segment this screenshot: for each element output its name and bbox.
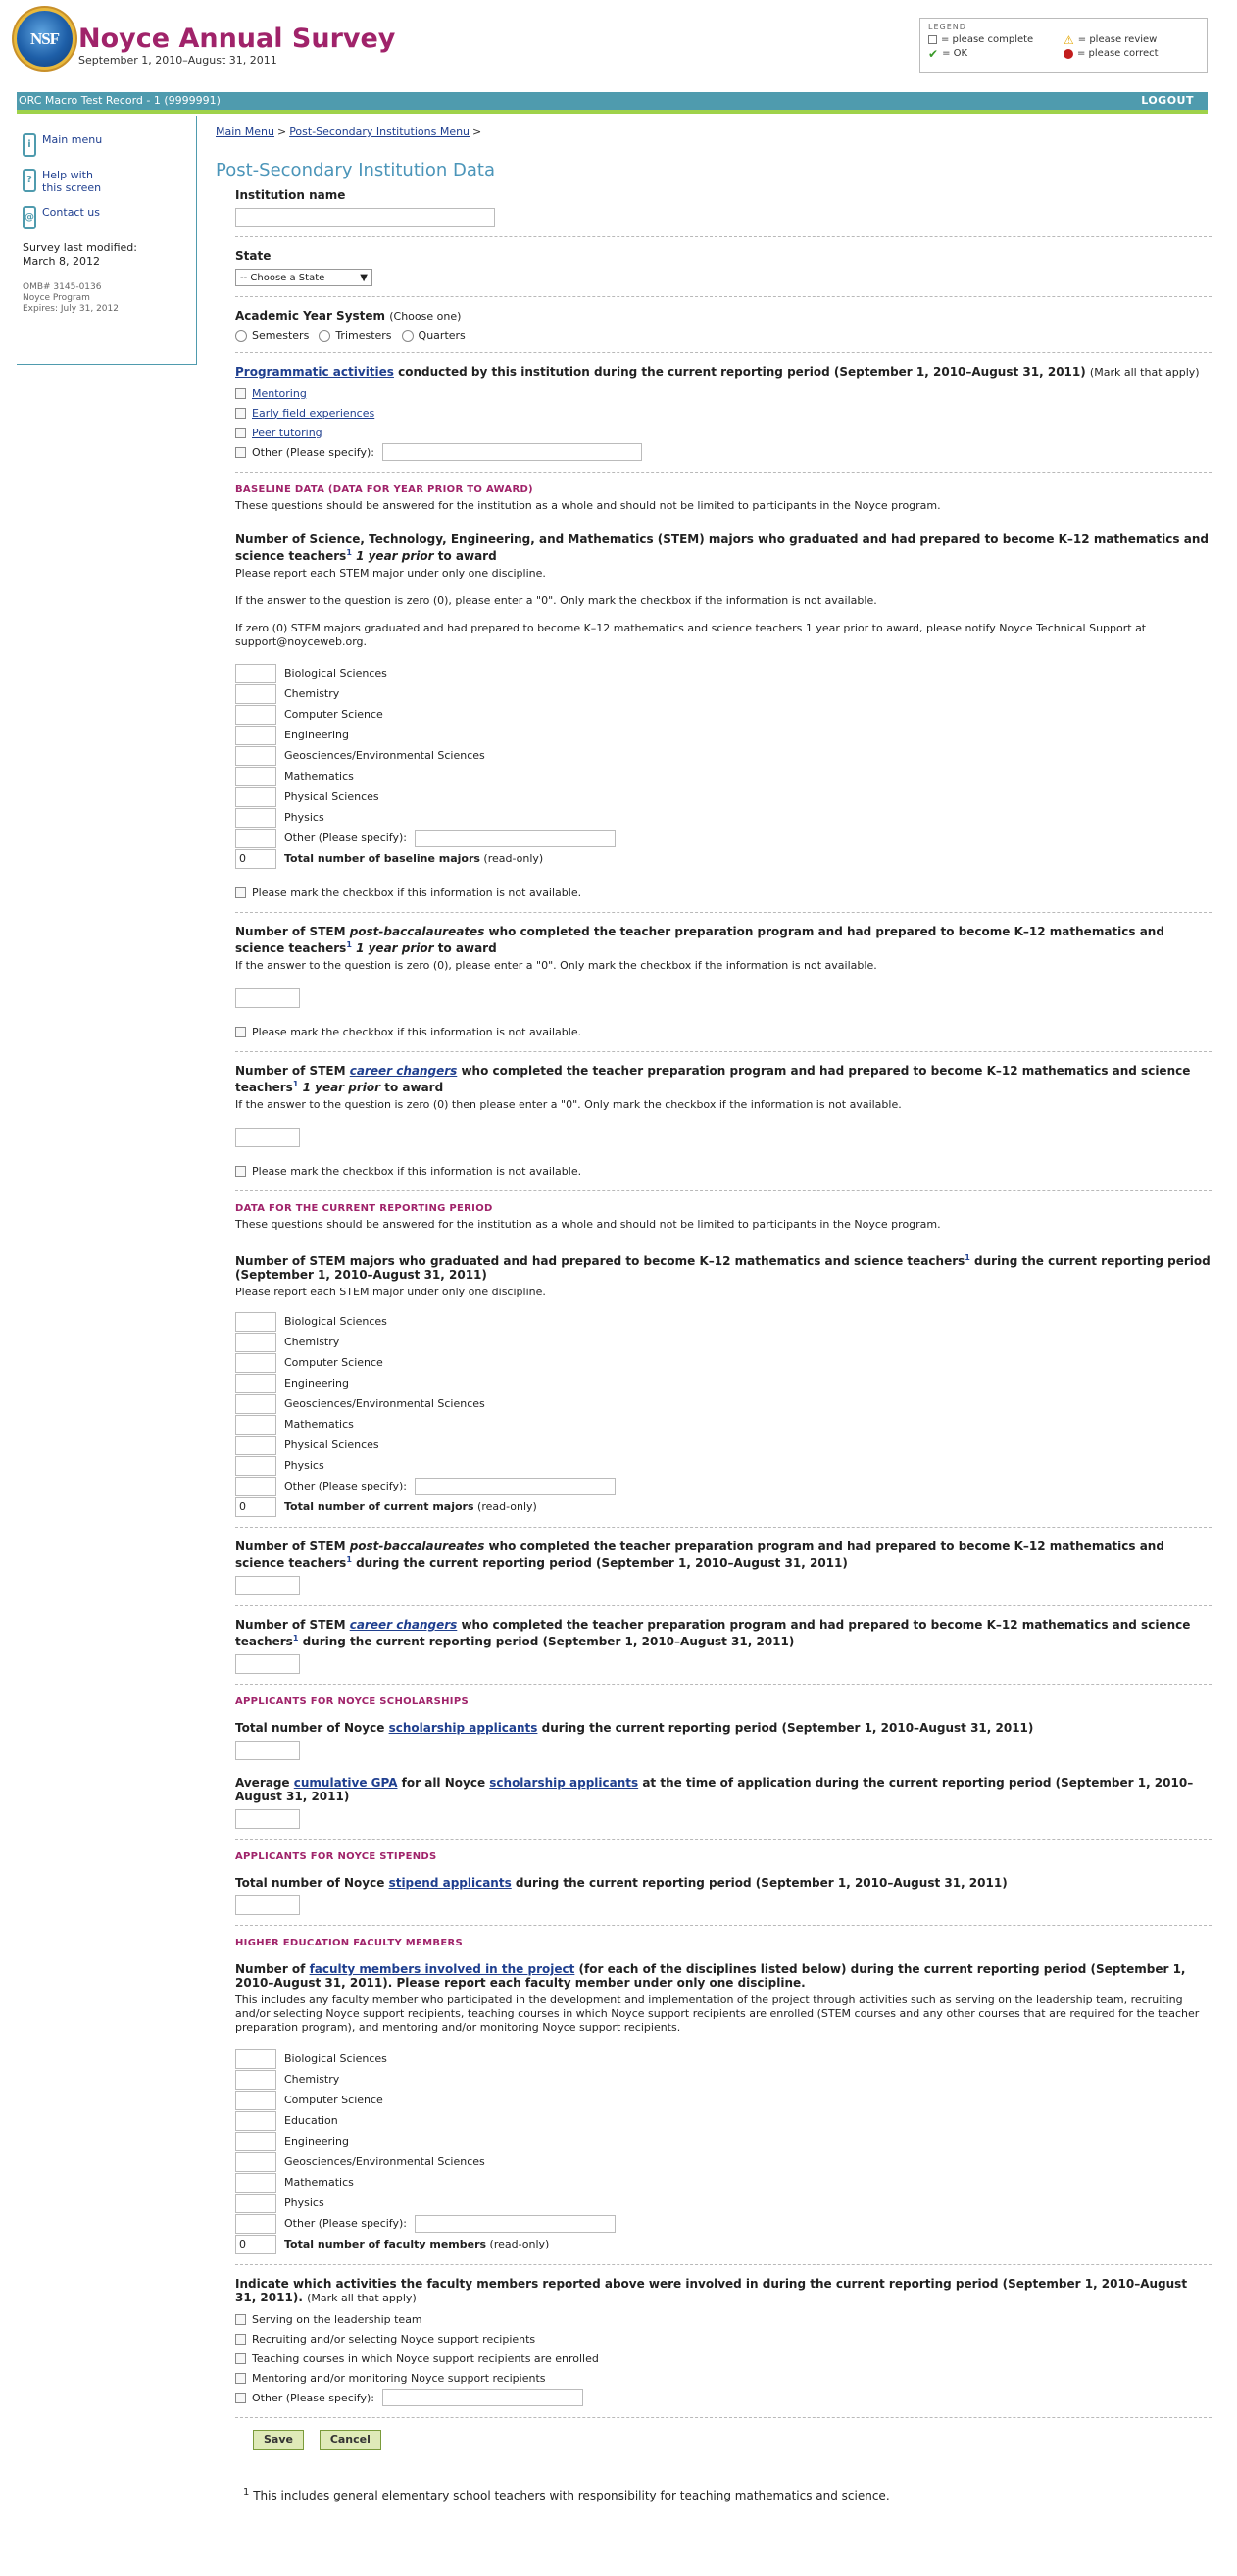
contact-label[interactable]: Contact us xyxy=(42,206,100,219)
stipends-header: APPLICANTS FOR NOYCE STIPENDS xyxy=(235,1851,437,1862)
faculty-math-input[interactable] xyxy=(235,2173,276,2193)
current-other-label: Other (Please specify): xyxy=(284,1480,407,1492)
baseline-postbacc-input[interactable] xyxy=(235,988,300,1008)
expires-date: Expires: July 31, 2012 xyxy=(23,304,119,314)
current-other-input[interactable] xyxy=(235,1477,276,1496)
current-geo-label: Geosciences/Environmental Sciences xyxy=(284,1397,485,1410)
current-math-input[interactable] xyxy=(235,1415,276,1435)
leadership-label: Serving on the leadership team xyxy=(252,2312,422,2326)
career-year: 1 year prior xyxy=(302,1081,381,1094)
footnote xyxy=(243,2487,1212,2502)
survey-dates: September 1, 2010–August 31, 2011 xyxy=(78,54,277,67)
record-label: ORC Macro Test Record - 1 (9999991) xyxy=(19,94,221,107)
career-end: to award xyxy=(380,1081,444,1094)
main-content xyxy=(216,126,1215,2502)
baseline-career-input[interactable] xyxy=(235,1128,300,1147)
footnote-ref[interactable]: 1 xyxy=(346,548,352,557)
postbacc-year: 1 year prior xyxy=(356,941,434,955)
page-header xyxy=(0,0,1237,90)
current-other-specify[interactable] xyxy=(415,1478,616,1495)
contact-icon: @ xyxy=(23,206,36,229)
postbacc-term: post-baccalaureates xyxy=(349,1540,485,1553)
legend-correct: = please correct xyxy=(1077,48,1159,59)
current-header: DATA FOR THE CURRENT REPORTING PERIOD xyxy=(235,1203,493,1214)
postbacc-na-checkbox[interactable] xyxy=(235,1027,246,1037)
baseline-total: 0 xyxy=(235,849,276,869)
current-postbacc-input[interactable] xyxy=(235,1576,300,1595)
stipend-applicants-link[interactable]: stipend applicants xyxy=(388,1876,512,1890)
faculty-total-label: Total number of faculty members xyxy=(284,2238,487,2250)
readonly-note: (read-only) xyxy=(477,1500,537,1513)
current-cs-label: Computer Science xyxy=(284,1356,383,1369)
mentoring-link[interactable]: Mentoring xyxy=(252,386,307,400)
survey-form xyxy=(235,188,1212,2502)
institution-name-input[interactable] xyxy=(235,208,495,227)
leadership-checkbox[interactable] xyxy=(235,2314,246,2325)
sidebar-contact[interactable] xyxy=(23,206,190,229)
gpa-input[interactable] xyxy=(235,1809,300,1829)
baseline-career-block xyxy=(235,1064,1212,1191)
trimesters-label: Trimesters xyxy=(335,329,392,342)
programmatic-block xyxy=(235,365,1212,473)
current-chem-input[interactable] xyxy=(235,1333,276,1352)
q-prefix: Total number of Noyce xyxy=(235,1876,389,1890)
help-label[interactable]: Help with this screen xyxy=(42,169,102,194)
activities-other-checkbox[interactable] xyxy=(235,2393,246,2403)
programmatic-question: conducted by this institution during the current reporting period (September 1, 2010–August 31, 2011) xyxy=(393,365,1086,379)
quarters-label: Quarters xyxy=(418,329,466,342)
current-physics-label: Physics xyxy=(284,1459,324,1472)
q-middle: for all Noyce xyxy=(397,1776,490,1790)
warning-icon: ⚠ xyxy=(1064,32,1074,47)
early-field-link[interactable]: Early field experiences xyxy=(252,406,375,420)
baseline-one-discipline: Please report each STEM major under only one discipline. xyxy=(235,567,546,580)
baseline-chem-input[interactable] xyxy=(235,684,276,704)
scholarship-applicants-link[interactable]: scholarship applicants xyxy=(388,1721,538,1735)
programmatic-other-input[interactable] xyxy=(382,443,642,461)
baseline-eng-label: Engineering xyxy=(284,729,349,741)
institution-label: Institution name xyxy=(235,188,346,202)
top-bar xyxy=(17,92,1208,110)
postbacc-na-label: Please mark the checkbox if this information is not available. xyxy=(252,1025,582,1038)
q-prefix: Number of STEM xyxy=(235,1618,350,1632)
current-physics-input[interactable] xyxy=(235,1456,276,1476)
current-math-label: Mathematics xyxy=(284,1418,354,1431)
faculty-other-specify[interactable] xyxy=(415,2215,616,2233)
gpa-block xyxy=(235,1776,1212,1840)
current-eng-label: Engineering xyxy=(284,1377,349,1389)
faculty-chem-label: Chemistry xyxy=(284,2073,340,2086)
current-career-input[interactable] xyxy=(235,1654,300,1674)
faculty-block xyxy=(235,1962,1212,2265)
current-career-question: who completed the teacher preparation program and had prepared to become K–12 mathematics and science teachers xyxy=(235,1618,1191,1648)
check-icon: ✔ xyxy=(928,46,939,61)
q-prefix: Number of STEM xyxy=(235,1064,350,1078)
legend xyxy=(919,18,1208,73)
activities-question: Indicate which activities the faculty members reported above were involved in during the current reporting period (September 1, 2010–August 31, 2011). xyxy=(235,2277,1188,2304)
nsf-logo: NSF xyxy=(17,11,73,67)
sidebar-help[interactable] xyxy=(23,169,190,194)
faculty-edu-input[interactable] xyxy=(235,2111,276,2131)
top-bar-accent xyxy=(17,110,1208,114)
baseline-postbacc-block xyxy=(235,925,1212,1052)
baseline-math-label: Mathematics xyxy=(284,770,354,783)
faculty-cs-label: Computer Science xyxy=(284,2094,383,2106)
faculty-members-link[interactable]: faculty members involved in the project xyxy=(309,1962,575,1976)
baseline-chem-label: Chemistry xyxy=(284,687,340,700)
career-na-checkbox[interactable] xyxy=(235,1166,246,1177)
career-zero-note: If the answer to the question is zero (0) then please enter a "0". Only mark the checkbox if the information is not available. xyxy=(235,1098,902,1111)
baseline-cs-input[interactable] xyxy=(235,705,276,725)
q-prefix: Number of xyxy=(235,1962,310,1976)
activities-block xyxy=(235,2277,1212,2418)
baseline-math-input[interactable] xyxy=(235,767,276,786)
academic-note: (Choose one) xyxy=(389,310,462,323)
current-chem-label: Chemistry xyxy=(284,1336,340,1348)
baseline-majors-question: Number of Science, Technology, Engineering, and Mathematics (STEM) majors who graduated and had prepared to become K–12 mathematics and science teachers xyxy=(235,532,1209,563)
readonly-note: (read-only) xyxy=(483,852,544,865)
faculty-eng-input[interactable] xyxy=(235,2132,276,2151)
q-prefix: Average xyxy=(235,1776,294,1790)
baseline-zero-note: If the answer to the question is zero (0), please enter a "0". Only mark the checkbox if the information is not available. xyxy=(235,594,877,607)
faculty-physics-input[interactable] xyxy=(235,2194,276,2213)
current-physsci-label: Physical Sciences xyxy=(284,1439,379,1451)
state-block xyxy=(235,249,1212,297)
faculty-chem-input[interactable] xyxy=(235,2070,276,2090)
scholarship-total-end: during the current reporting period (September 1, 2010–August 31, 2011) xyxy=(537,1721,1034,1735)
academic-block xyxy=(235,309,1212,353)
teaching-label: Teaching courses in which Noyce support recipients are enrolled xyxy=(252,2351,599,2365)
current-career-end: during the current reporting period (September 1, 2010–August 31, 2011) xyxy=(298,1635,795,1648)
legend-ok: = OK xyxy=(942,48,968,59)
baseline-geo-label: Geosciences/Environmental Sciences xyxy=(284,749,485,762)
stipend-total-input[interactable] xyxy=(235,1895,300,1915)
faculty-question-end: (for each of the disciplines listed below) during the current reporting period (September 1, 2010–August 31, 2011). Please report each faculty member under only one discipline. xyxy=(235,1962,1186,1990)
crumb-main-menu[interactable]: Main Menu xyxy=(216,126,274,138)
faculty-edu-label: Education xyxy=(284,2114,338,2127)
current-bio-input[interactable] xyxy=(235,1312,276,1332)
baseline-na-label: Please mark the checkbox if this information is not available. xyxy=(252,885,582,899)
current-postbacc-question: who completed the teacher preparation program and had prepared to become K–12 mathematics and science teachers xyxy=(235,1540,1164,1570)
current-total: 0 xyxy=(235,1497,276,1517)
cumulative-gpa-link[interactable]: cumulative GPA xyxy=(293,1776,398,1790)
activities-note: (Mark all that apply) xyxy=(307,2292,417,2304)
baseline-na-checkbox[interactable] xyxy=(235,887,246,898)
teaching-checkbox[interactable] xyxy=(235,2353,246,2364)
programmatic-note: (Mark all that apply) xyxy=(1089,366,1200,379)
baseline-geo-input[interactable] xyxy=(235,746,276,766)
faculty-intro: This includes any faculty member who participated in the development and implementation of the project through activities such as serving on the leadership team, recruiting and/or selecting Noyce support recipients, teaching courses in which Noyce support recipients are enrolled (STEM courses and any other courses that are required for the teacher preparation program), and mentoring and/or monitoring Noyce support recipients. xyxy=(235,1994,1200,2034)
current-majors-question: Number of STEM majors who graduated and had prepared to become K–12 mathematics and science teachers xyxy=(235,1254,965,1268)
error-icon xyxy=(1064,49,1073,59)
baseline-other-specify[interactable] xyxy=(415,830,616,847)
program-name: Noyce Program xyxy=(23,293,90,303)
gpa-end: at the time of application during the current reporting period (September 1, 2010–August 31, 2011) xyxy=(235,1776,1194,1803)
baseline-intro: These questions should be answered for the institution as a whole and should not be limited to participants in the Noyce program. xyxy=(235,499,941,512)
peer-tutoring-link[interactable]: Peer tutoring xyxy=(252,426,322,439)
state-select[interactable] xyxy=(235,269,372,286)
baseline-majors-year: 1 year prior xyxy=(356,549,434,563)
cancel-button[interactable]: Cancel xyxy=(320,2430,381,2450)
baseline-physics-label: Physics xyxy=(284,811,324,824)
sidebar-main-menu[interactable] xyxy=(23,133,190,157)
q-prefix: Total number of Noyce xyxy=(235,1721,389,1735)
faculty-math-label: Mathematics xyxy=(284,2176,354,2189)
mentoring-activity-checkbox[interactable] xyxy=(235,2373,246,2384)
peer-tutoring-checkbox[interactable] xyxy=(235,428,246,438)
early-field-checkbox[interactable] xyxy=(235,408,246,419)
semesters-label: Semesters xyxy=(252,329,310,342)
footnote-text: This includes general elementary school teachers with responsibility for teaching mathematics and science. xyxy=(249,2489,890,2502)
current-majors-block xyxy=(235,1251,1212,1528)
complete-icon xyxy=(928,35,937,44)
footnote-mark: 1 xyxy=(243,2487,250,2498)
faculty-geo-input[interactable] xyxy=(235,2152,276,2172)
breadcrumb: Main Menu > Post-Secondary Institutions Menu > xyxy=(216,126,482,138)
current-geo-input[interactable] xyxy=(235,1394,276,1414)
scholarships-header: APPLICANTS FOR NOYCE SCHOLARSHIPS xyxy=(235,1696,469,1707)
logout-link[interactable]: LOGOUT xyxy=(1141,94,1194,107)
faculty-physics-label: Physics xyxy=(284,2197,324,2209)
current-postbacc-end: during the current reporting period (September 1, 2010–August 31, 2011) xyxy=(351,1556,848,1570)
recruiting-label: Recruiting and/or selecting Noyce support recipients xyxy=(252,2332,536,2346)
current-physsci-input[interactable] xyxy=(235,1436,276,1455)
current-one-discipline: Please report each STEM major under only one discipline. xyxy=(235,1286,546,1298)
baseline-other-input[interactable] xyxy=(235,829,276,848)
modified-date: March 8, 2012 xyxy=(23,255,101,268)
stipend-total-end: during the current reporting period (September 1, 2010–August 31, 2011) xyxy=(511,1876,1008,1890)
faculty-other-input[interactable] xyxy=(235,2214,276,2234)
crumb-psi-menu[interactable]: Post-Secondary Institutions Menu xyxy=(289,126,470,138)
baseline-eng-input[interactable] xyxy=(235,726,276,745)
chevron-down-icon: ▼ xyxy=(360,272,368,283)
footnote-ref[interactable]: 1 xyxy=(292,1634,299,1642)
quarters-radio[interactable] xyxy=(402,330,414,342)
q-prefix: Number of STEM xyxy=(235,1540,350,1553)
baseline-bio-input[interactable] xyxy=(235,664,276,683)
scholarship-total-input[interactable] xyxy=(235,1741,300,1760)
academic-label: Academic Year System xyxy=(235,309,386,323)
app-title: Noyce Annual Survey xyxy=(78,24,396,54)
faculty-bio-label: Biological Sciences xyxy=(284,2052,387,2065)
baseline-header: BASELINE DATA (DATA FOR YEAR PRIOR TO AWARD) xyxy=(235,484,533,495)
faculty-cs-input[interactable] xyxy=(235,2091,276,2110)
current-bio-label: Biological Sciences xyxy=(284,1315,387,1328)
baseline-majors-end: to award xyxy=(437,549,497,563)
baseline-physsci-label: Physical Sciences xyxy=(284,790,379,803)
stipends-block xyxy=(235,1876,1212,1926)
current-postbacc-block xyxy=(235,1540,1212,1606)
mentoring-checkbox[interactable] xyxy=(235,388,246,399)
legend-review: = please review xyxy=(1077,34,1158,45)
sidebar xyxy=(17,116,197,365)
main-menu-icon: i xyxy=(23,133,36,157)
state-selected: -- Choose a State xyxy=(240,272,325,283)
baseline-other-label: Other (Please specify): xyxy=(284,832,407,844)
state-label: State xyxy=(235,249,272,263)
postbacc-end: to award xyxy=(433,941,497,955)
faculty-bio-input[interactable] xyxy=(235,2049,276,2069)
baseline-bio-label: Biological Sciences xyxy=(284,667,387,680)
baseline-cs-label: Computer Science xyxy=(284,708,383,721)
activities-other-label: Other (Please specify): xyxy=(252,2391,374,2404)
programmatic-link[interactable]: Programmatic activities xyxy=(235,365,394,379)
programmatic-other-checkbox[interactable] xyxy=(235,447,246,458)
footnote-ref[interactable]: 1 xyxy=(292,1080,299,1088)
scholarship-applicants-link-2[interactable]: scholarship applicants xyxy=(489,1776,639,1790)
baseline-notify-note: If zero (0) STEM majors graduated and had prepared to become K–12 mathematics and science teachers 1 year prior to award, please notify Noyce Technical Support at support@noyceweb.org. xyxy=(235,622,1147,648)
postbacc-term: post-baccalaureates xyxy=(349,925,485,938)
postbacc-question: who completed the teacher preparation program and had prepared to become K–12 mathematics and science teachers xyxy=(235,925,1164,955)
baseline-majors-block xyxy=(235,532,1212,913)
institution-block xyxy=(235,188,1212,237)
semesters-radio[interactable] xyxy=(235,330,247,342)
legend-complete: = please complete xyxy=(941,34,1034,45)
baseline-total-label: Total number of baseline majors xyxy=(284,852,480,865)
save-button[interactable]: Save xyxy=(253,2430,304,2450)
programmatic-other-label: Other (Please specify): xyxy=(252,445,374,459)
faculty-eng-label: Engineering xyxy=(284,2135,349,2147)
readonly-note: (read-only) xyxy=(489,2238,550,2250)
trimesters-radio[interactable] xyxy=(319,330,330,342)
current-eng-input[interactable] xyxy=(235,1374,276,1393)
page-title: Post-Secondary Institution Data xyxy=(216,160,496,180)
q-prefix: Number of STEM xyxy=(235,925,350,938)
footnote-ref[interactable]: 1 xyxy=(346,1555,352,1564)
recruiting-checkbox[interactable] xyxy=(235,2334,246,2345)
career-na-label: Please mark the checkbox if this information is not available. xyxy=(252,1164,582,1178)
activities-other-input[interactable] xyxy=(382,2389,583,2406)
faculty-header: HIGHER EDUCATION FACULTY MEMBERS xyxy=(235,1938,463,1948)
career-question: who completed the teacher preparation program and had prepared to become K–12 mathematics and science teachers xyxy=(235,1064,1191,1094)
footnote-ref[interactable]: 1 xyxy=(965,1253,970,1262)
faculty-other-label: Other (Please specify): xyxy=(284,2217,407,2230)
mentoring-activity-label: Mentoring and/or monitoring Noyce support recipients xyxy=(252,2371,546,2385)
help-icon: ? xyxy=(23,169,36,192)
main-menu-label[interactable]: Main menu xyxy=(42,133,103,146)
current-majors-end: during the current reporting period (September 1, 2010–August 31, 2011) xyxy=(235,1254,1211,1282)
current-intro: These questions should be answered for the institution as a whole and should not be limited to participants in the Noyce program. xyxy=(235,1218,941,1231)
omb-number: OMB# 3145-0136 xyxy=(23,282,102,292)
postbacc-zero-note: If the answer to the question is zero (0), please enter a "0". Only mark the checkbox if the information is not available. xyxy=(235,959,877,972)
current-total-label: Total number of current majors xyxy=(284,1500,474,1513)
current-career-block xyxy=(235,1618,1212,1685)
career-changers-link[interactable]: career changers xyxy=(349,1064,458,1078)
baseline-physics-input[interactable] xyxy=(235,808,276,828)
faculty-geo-label: Geosciences/Environmental Sciences xyxy=(284,2155,485,2168)
current-cs-input[interactable] xyxy=(235,1353,276,1373)
faculty-total: 0 xyxy=(235,2235,276,2254)
baseline-physsci-input[interactable] xyxy=(235,787,276,807)
career-changers-link[interactable]: career changers xyxy=(349,1618,458,1632)
footnote-ref[interactable]: 1 xyxy=(346,940,352,949)
modified-label: Survey last modified: xyxy=(23,241,137,254)
legend-title: LEGEND xyxy=(928,23,966,31)
